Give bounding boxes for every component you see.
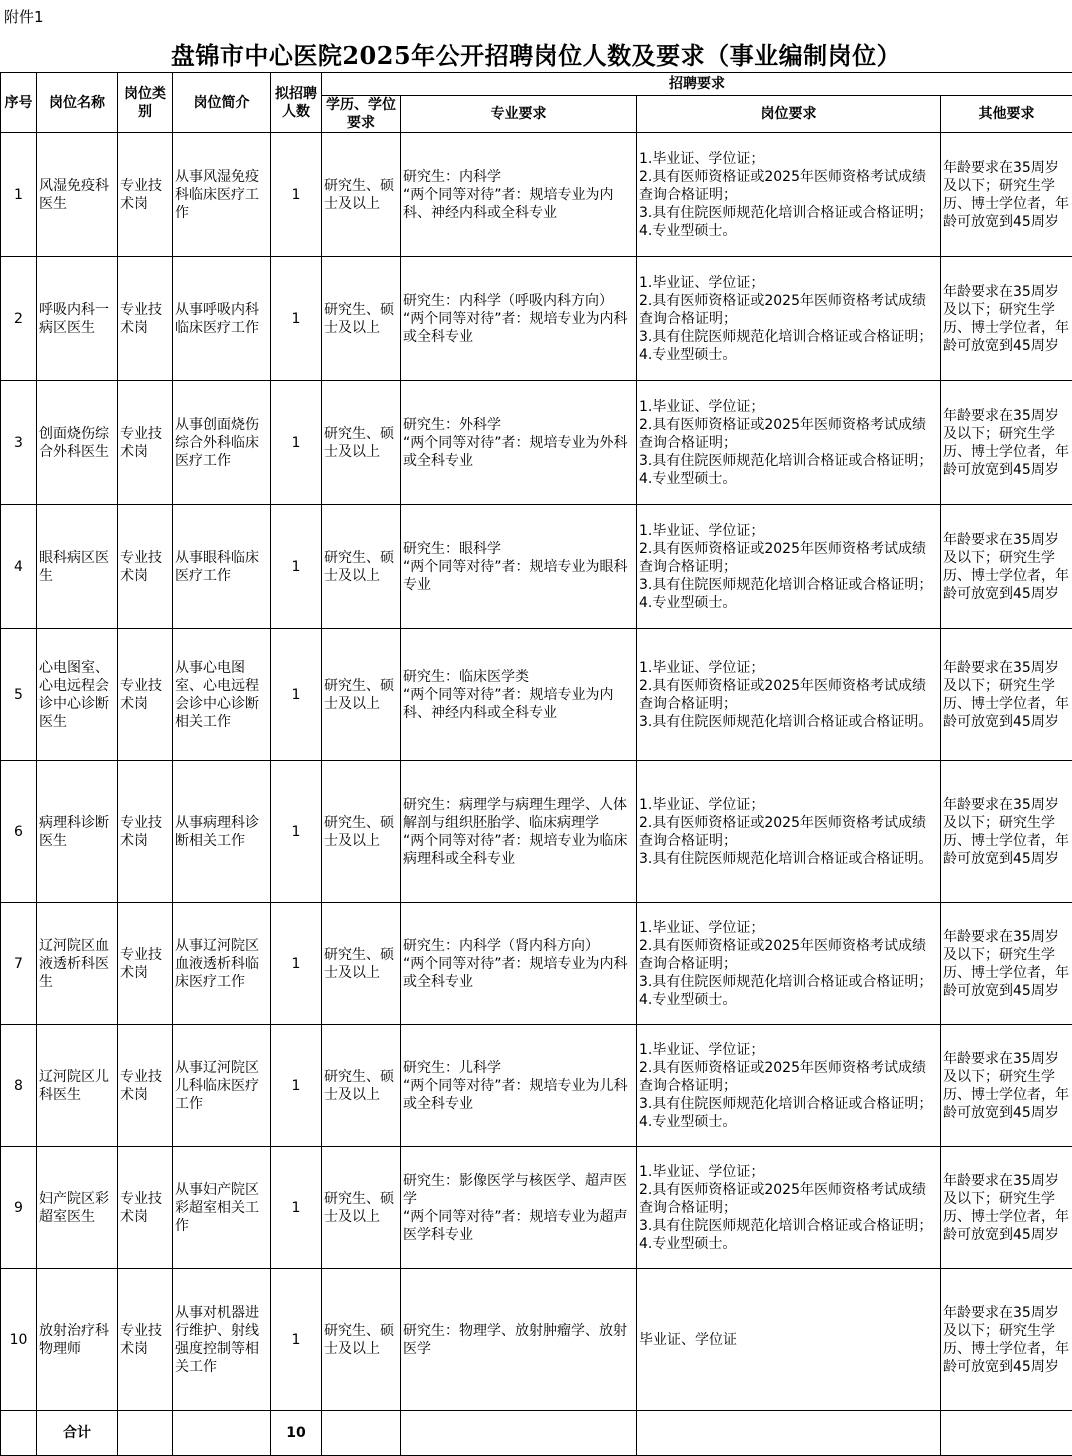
row-category: 专业技术岗 (118, 505, 173, 629)
row-other: 年龄要求在35周岁及以下；研究生学历、博士学位者，年龄可放宽到45周岁 (941, 1025, 1072, 1147)
header-major: 专业要求 (401, 96, 637, 133)
header-education: 学历、学位要求 (322, 96, 401, 133)
page-title: 盘锦市中心医院2025年公开招聘岗位人数及要求（事业编制岗位） (0, 36, 1072, 71)
row-education: 研究生、硕士及以上 (322, 257, 401, 381)
row-education: 研究生、硕士及以上 (322, 761, 401, 903)
attachment-label: 附件1 (4, 6, 44, 27)
table-row (1, 257, 1072, 381)
row-intro: 从事风湿免疫科临床医疗工作 (173, 133, 271, 257)
total-label: 合计 (37, 1411, 118, 1456)
row-major: 研究生：内科学（肾内科方向） “两个同等对待”者：规培专业为内科或全科专业 (401, 903, 637, 1025)
row-major: 研究生：物理学、放射肿瘤学、放射医学 (401, 1269, 637, 1411)
row-major: 研究生：影像医学与核医学、超声医学 “两个同等对待”者：规培专业为超声医学科专业 (401, 1147, 637, 1269)
row-education: 研究生、硕士及以上 (322, 505, 401, 629)
row-count: 1 (271, 761, 322, 903)
row-major: 研究生：内科学 “两个同等对待”者：规培专业为内科、神经内科或全科专业 (401, 133, 637, 257)
row-seq: 2 (1, 257, 37, 381)
table-row (1, 505, 1072, 629)
table-row (1, 903, 1072, 1025)
table-row (1, 381, 1072, 505)
row-count: 1 (271, 133, 322, 257)
row-other: 年龄要求在35周岁及以下；研究生学历、博士学位者，年龄可放宽到45周岁 (941, 903, 1072, 1025)
row-category: 专业技术岗 (118, 257, 173, 381)
recruitment-table (0, 72, 1072, 1456)
row-position: 1.毕业证、学位证； 2.具有医师资格证或2025年医师资格考试成绩查询合格证明； 3.具有住院医师规范化培训合格证或合格证明； 4.专业型硕士。 (637, 903, 941, 1025)
row-other: 年龄要求在35周岁及以下；研究生学历、博士学位者，年龄可放宽到45周岁 (941, 1147, 1072, 1269)
row-intro: 从事呼吸内科临床医疗工作 (173, 257, 271, 381)
row-count: 1 (271, 629, 322, 761)
row-major: 研究生：儿科学 “两个同等对待”者：规培专业为儿科或全科专业 (401, 1025, 637, 1147)
header-requirements: 招聘要求 (322, 73, 1072, 96)
table-row (1, 761, 1072, 903)
row-education: 研究生、硕士及以上 (322, 381, 401, 505)
row-seq: 8 (1, 1025, 37, 1147)
row-name: 辽河院区儿科医生 (37, 1025, 118, 1147)
row-category: 专业技术岗 (118, 381, 173, 505)
row-name: 呼吸内科一病区医生 (37, 257, 118, 381)
header-name: 岗位名称 (37, 73, 118, 133)
row-position: 1.毕业证、学位证； 2.具有医师资格证或2025年医师资格考试成绩查询合格证明； 3.具有住院医师规范化培训合格证或合格证明； 4.专业型硕士。 (637, 381, 941, 505)
row-education: 研究生、硕士及以上 (322, 629, 401, 761)
table-row (1, 629, 1072, 761)
row-position: 1.毕业证、学位证； 2.具有医师资格证或2025年医师资格考试成绩查询合格证明； 3.具有住院医师规范化培训合格证或合格证明。 (637, 761, 941, 903)
table-body (1, 133, 1072, 1411)
row-position: 1.毕业证、学位证； 2.具有医师资格证或2025年医师资格考试成绩查询合格证明； 3.具有住院医师规范化培训合格证或合格证明； 4.专业型硕士。 (637, 1147, 941, 1269)
row-seq: 6 (1, 761, 37, 903)
row-education: 研究生、硕士及以上 (322, 1147, 401, 1269)
row-intro: 从事辽河院区血液透析科临床医疗工作 (173, 903, 271, 1025)
row-intro: 从事辽河院区儿科临床医疗工作 (173, 1025, 271, 1147)
row-count: 1 (271, 505, 322, 629)
row-intro: 从事创面烧伤综合外科临床医疗工作 (173, 381, 271, 505)
header-intro: 岗位简介 (173, 73, 271, 133)
row-major: 研究生：内科学（呼吸内科方向） “两个同等对待”者：规培专业为内科或全科专业 (401, 257, 637, 381)
row-education: 研究生、硕士及以上 (322, 133, 401, 257)
row-name: 创面烧伤综合外科医生 (37, 381, 118, 505)
row-position: 1.毕业证、学位证； 2.具有医师资格证或2025年医师资格考试成绩查询合格证明； 3.具有住院医师规范化培训合格证或合格证明； 4.专业型硕士。 (637, 133, 941, 257)
row-count: 1 (271, 1025, 322, 1147)
row-category: 专业技术岗 (118, 903, 173, 1025)
total-count: 10 (271, 1411, 322, 1456)
row-seq: 5 (1, 629, 37, 761)
header-position: 岗位要求 (637, 96, 941, 133)
row-category: 专业技术岗 (118, 1269, 173, 1411)
row-intro: 从事对机器进行维护、射线强度控制等相关工作 (173, 1269, 271, 1411)
row-seq: 1 (1, 133, 37, 257)
row-count: 1 (271, 381, 322, 505)
row-category: 专业技术岗 (118, 761, 173, 903)
row-other: 年龄要求在35周岁及以下；研究生学历、博士学位者，年龄可放宽到45周岁 (941, 505, 1072, 629)
row-intro: 从事妇产院区彩超室相关工作 (173, 1147, 271, 1269)
row-name: 妇产院区彩超室医生 (37, 1147, 118, 1269)
row-name: 风湿免疫科医生 (37, 133, 118, 257)
row-position: 1.毕业证、学位证； 2.具有医师资格证或2025年医师资格考试成绩查询合格证明； 3.具有住院医师规范化培训合格证或合格证明； 4.专业型硕士。 (637, 505, 941, 629)
row-other: 年龄要求在35周岁及以下；研究生学历、博士学位者，年龄可放宽到45周岁 (941, 629, 1072, 761)
row-count: 1 (271, 257, 322, 381)
header-count: 拟招聘人数 (271, 73, 322, 133)
row-name: 眼科病区医生 (37, 505, 118, 629)
row-seq: 7 (1, 903, 37, 1025)
row-intro: 从事心电图室、心电远程会诊中心诊断相关工作 (173, 629, 271, 761)
table-row (1, 1025, 1072, 1147)
row-count: 1 (271, 1147, 322, 1269)
row-position: 1.毕业证、学位证； 2.具有医师资格证或2025年医师资格考试成绩查询合格证明； 3.具有住院医师规范化培训合格证或合格证明； 4.专业型硕士。 (637, 1025, 941, 1147)
row-other: 年龄要求在35周岁及以下；研究生学历、博士学位者，年龄可放宽到45周岁 (941, 761, 1072, 903)
row-position: 1.毕业证、学位证； 2.具有医师资格证或2025年医师资格考试成绩查询合格证明； 3.具有住院医师规范化培训合格证或合格证明。 (637, 629, 941, 761)
row-seq: 3 (1, 381, 37, 505)
row-seq: 10 (1, 1269, 37, 1411)
row-other: 年龄要求在35周岁及以下；研究生学历、博士学位者，年龄可放宽到45周岁 (941, 381, 1072, 505)
total-row (1, 1411, 1072, 1456)
row-name: 病理科诊断医生 (37, 761, 118, 903)
row-count: 1 (271, 1269, 322, 1411)
table-row (1, 1147, 1072, 1269)
row-category: 专业技术岗 (118, 133, 173, 257)
row-intro: 从事眼科临床医疗工作 (173, 505, 271, 629)
table-row (1, 1269, 1072, 1411)
row-category: 专业技术岗 (118, 629, 173, 761)
header-category: 岗位类别 (118, 73, 173, 133)
row-category: 专业技术岗 (118, 1025, 173, 1147)
row-position: 1.毕业证、学位证； 2.具有医师资格证或2025年医师资格考试成绩查询合格证明； 3.具有住院医师规范化培训合格证或合格证明； 4.专业型硕士。 (637, 257, 941, 381)
row-name: 心电图室、心电远程会诊中心诊断医生 (37, 629, 118, 761)
row-education: 研究生、硕士及以上 (322, 1269, 401, 1411)
row-major: 研究生：外科学 “两个同等对待”者：规培专业为外科或全科专业 (401, 381, 637, 505)
row-intro: 从事病理科诊断相关工作 (173, 761, 271, 903)
row-count: 1 (271, 903, 322, 1025)
row-major: 研究生：眼科学 “两个同等对待”者：规培专业为眼科专业 (401, 505, 637, 629)
table-row (1, 133, 1072, 257)
row-education: 研究生、硕士及以上 (322, 1025, 401, 1147)
row-other: 年龄要求在35周岁及以下；研究生学历、博士学位者，年龄可放宽到45周岁 (941, 1269, 1072, 1411)
header-other: 其他要求 (941, 96, 1072, 133)
row-position: 毕业证、学位证 (637, 1269, 941, 1411)
row-category: 专业技术岗 (118, 1147, 173, 1269)
header-seq: 序号 (1, 73, 37, 133)
row-seq: 9 (1, 1147, 37, 1269)
row-major: 研究生：病理学与病理生理学、人体解剖与组织胚胎学、临床病理学 “两个同等对待”者：规培专业为临床病理科或全科专业 (401, 761, 637, 903)
row-education: 研究生、硕士及以上 (322, 903, 401, 1025)
row-name: 放射治疗科物理师 (37, 1269, 118, 1411)
row-other: 年龄要求在35周岁及以下；研究生学历、博士学位者，年龄可放宽到45周岁 (941, 133, 1072, 257)
row-seq: 4 (1, 505, 37, 629)
row-other: 年龄要求在35周岁及以下；研究生学历、博士学位者，年龄可放宽到45周岁 (941, 257, 1072, 381)
row-major: 研究生：临床医学类 “两个同等对待”者：规培专业为内科、神经内科或全科专业 (401, 629, 637, 761)
row-name: 辽河院区血液透析科医生 (37, 903, 118, 1025)
